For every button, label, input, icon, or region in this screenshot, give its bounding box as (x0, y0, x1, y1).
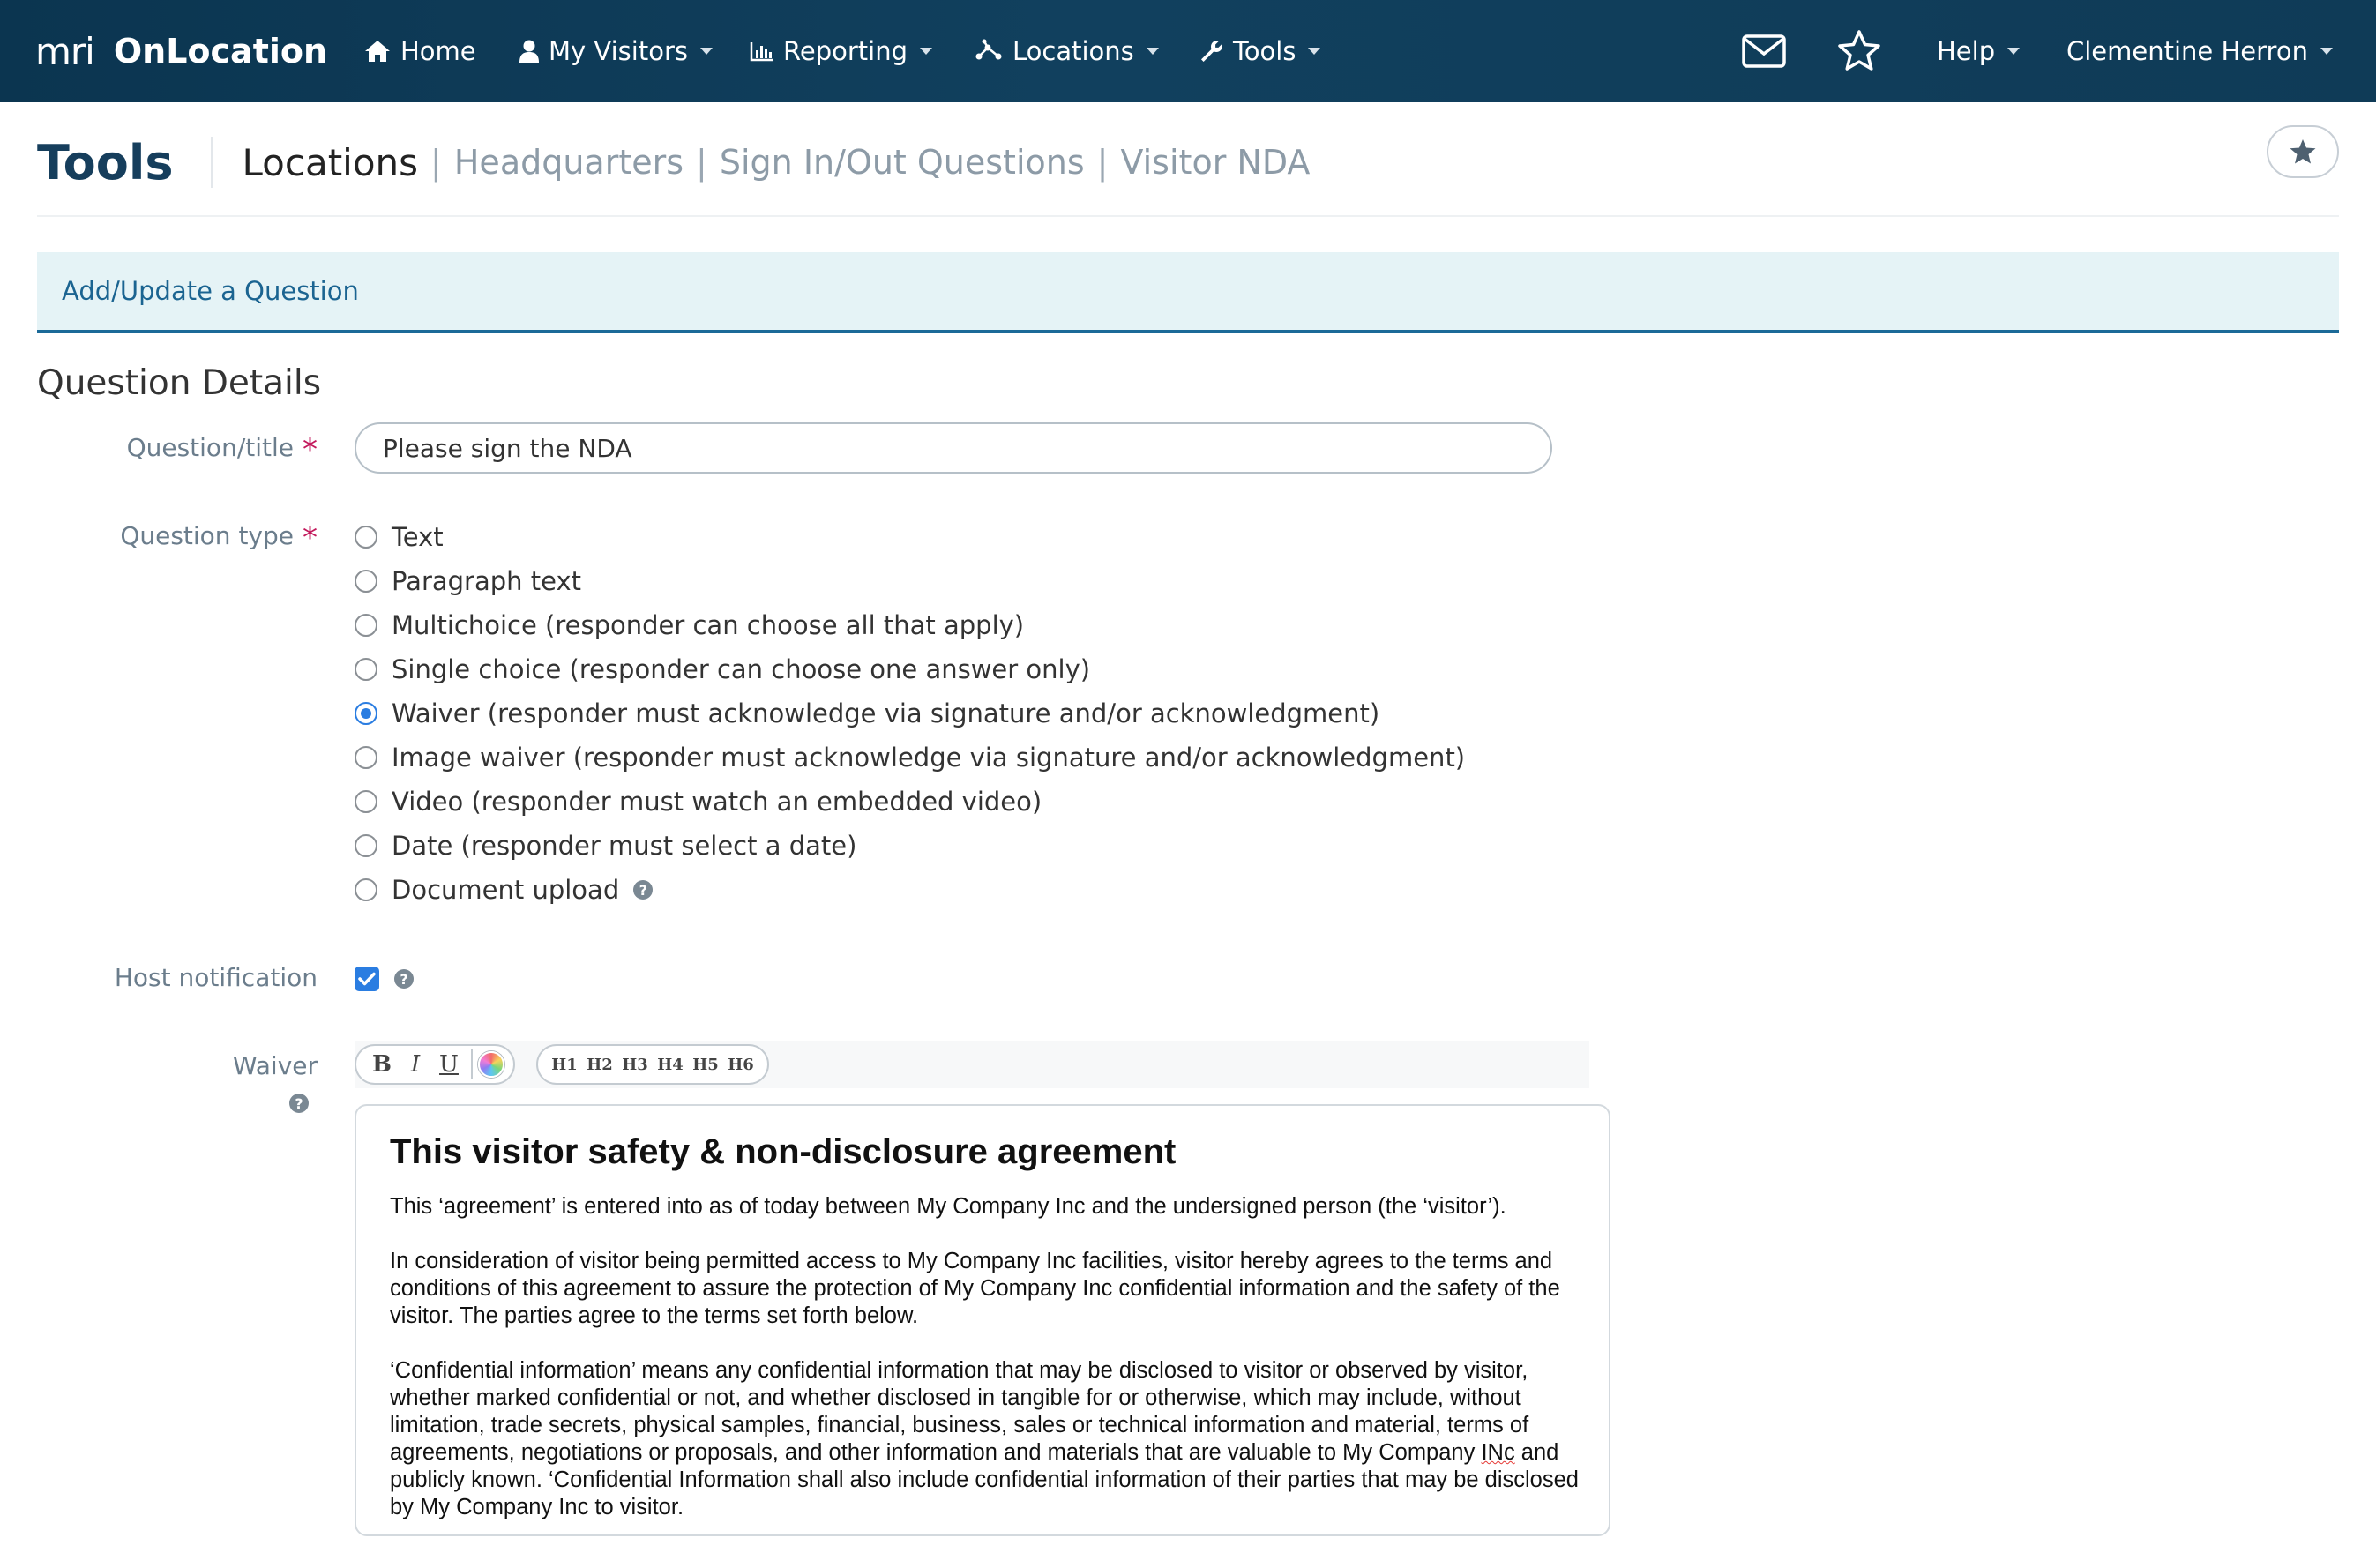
chevron-down-icon (2320, 48, 2333, 55)
radio-button[interactable] (355, 570, 377, 593)
user-menu[interactable] (2066, 30, 2333, 72)
panel-header (37, 252, 2339, 333)
checkmark-icon (358, 972, 376, 986)
chevron-down-icon (700, 48, 713, 55)
radio-button[interactable] (355, 790, 377, 813)
h1-button[interactable]: H1 (551, 1055, 578, 1074)
waiver-paragraph (390, 1357, 1591, 1521)
nav-home[interactable] (363, 30, 476, 72)
required-indicator: * (303, 520, 318, 556)
panel-title: Add/Update a Question (62, 276, 359, 306)
option-label: Text (392, 522, 444, 552)
h2-button[interactable]: H2 (587, 1055, 613, 1074)
waiver-label: Waiver (232, 1051, 318, 1080)
waiver-heading: This visitor safety & non-disclosure agreement (390, 1132, 1177, 1171)
chevron-down-icon (1308, 48, 1320, 55)
waiver-editor[interactable] (355, 1104, 1610, 1536)
nav-my-visitors[interactable] (519, 30, 713, 72)
star-icon (2289, 138, 2317, 165)
question-type-label (120, 517, 318, 556)
home-icon (363, 39, 392, 63)
radio-button[interactable] (355, 834, 377, 857)
italic-button[interactable]: I (410, 1051, 421, 1078)
envelope-icon (1742, 34, 1786, 68)
bar-chart-icon (750, 41, 774, 62)
radio-button[interactable] (355, 614, 377, 637)
waiver-text: ‘Confidential information’ means any confidential information that may be disclosed to visitor or observed by visitor, whether marked confidential or not, and whether disclosed in tangible for or otherwise, which may include, without limitation, trade secrets, physical samples, financial, business, sales or technical information and material, terms of agreements, negotiations or proposals, and other information and materials that are valuable to My Company (390, 1358, 1529, 1465)
h6-button[interactable]: H6 (728, 1055, 754, 1074)
favorites-button[interactable] (1836, 30, 1891, 72)
breadcrumb-separator: | (1096, 143, 1109, 182)
top-navbar (0, 0, 2376, 102)
nav-reporting-label: Reporting (783, 36, 908, 66)
editor-toolbar (355, 1041, 1589, 1088)
waiver-paragraph: In consideration of visitor being permitted access to My Company Inc facilities, visitor hereby agrees to the terms and conditions of this agreement to assure the protection of My Company Inc confidential information and the safety of the visitor. The parties agree to the terms set forth below. (390, 1249, 1560, 1328)
question-title-label (126, 429, 318, 467)
nav-tools-label: Tools (1233, 36, 1296, 66)
mri-logo: mri (35, 29, 94, 73)
radio-button[interactable] (355, 878, 377, 901)
option-label: Video (responder must watch an embedded video) (392, 787, 1042, 817)
question-type-option-paragraph[interactable] (355, 564, 581, 599)
question-type-label-text: Question type (120, 521, 294, 550)
user-icon (519, 39, 540, 63)
network-icon (974, 39, 1004, 63)
h4-button[interactable]: H4 (657, 1055, 684, 1074)
option-label: Date (responder must select a date) (392, 831, 857, 861)
brand-name: OnLocation (113, 32, 328, 71)
required-indicator: * (303, 432, 318, 467)
page-header (37, 131, 1310, 194)
help-icon[interactable]: ? (633, 880, 653, 900)
question-type-option-image-waiver[interactable] (355, 740, 1465, 775)
question-type-option-single-choice[interactable] (355, 652, 1090, 687)
nav-help-label: Help (1937, 36, 1996, 66)
toolbar-separator (471, 1049, 473, 1079)
messages-button[interactable] (1742, 30, 1795, 72)
nav-reporting[interactable] (750, 30, 932, 72)
breadcrumb-headquarters[interactable]: Headquarters (453, 143, 684, 182)
question-type-option-document-upload[interactable] (355, 872, 653, 907)
nav-locations-label: Locations (1012, 36, 1134, 66)
option-label: Single choice (responder can choose one answer only) (392, 654, 1091, 684)
breadcrumb-separator: | (430, 143, 442, 182)
breadcrumb-visitor-nda[interactable]: Visitor NDA (1120, 143, 1311, 182)
question-type-option-text[interactable] (355, 519, 444, 555)
section-title: Question Details (37, 363, 322, 403)
h5-button[interactable]: H5 (692, 1055, 719, 1074)
radio-button[interactable] (355, 658, 377, 681)
wrench-icon (1199, 39, 1224, 63)
nav-help[interactable] (1937, 30, 2020, 72)
question-type-option-multichoice[interactable] (355, 608, 1024, 643)
chevron-down-icon (2007, 48, 2020, 55)
host-notification-label: Host notification (114, 963, 318, 992)
nav-tools[interactable] (1199, 30, 1320, 72)
help-icon[interactable]: ? (394, 969, 414, 989)
option-label: Multichoice (responder can choose all that apply) (392, 610, 1025, 640)
radio-button-selected[interactable] (355, 702, 377, 725)
option-label: Paragraph text (392, 566, 581, 596)
bold-button[interactable]: B (372, 1051, 392, 1078)
option-label: Document upload (392, 875, 620, 905)
waiver-paragraph: This ‘agreement’ is entered into as of today between My Company Inc and the undersigned person (the ‘visitor’). (390, 1194, 1506, 1219)
nav-home-label: Home (400, 36, 476, 66)
question-title-input[interactable] (355, 422, 1552, 474)
page-title: Tools (37, 134, 174, 190)
radio-button[interactable] (355, 746, 377, 769)
breadcrumb-separator: | (696, 143, 707, 182)
host-notification-checkbox[interactable] (355, 967, 379, 991)
option-label: Image waiver (responder must acknowledge via signature and/or acknowledgment) (392, 743, 1466, 773)
h3-button[interactable]: H3 (622, 1055, 648, 1074)
underline-button[interactable]: U (439, 1051, 459, 1078)
add-favorite-button[interactable] (2267, 125, 2339, 178)
waiver-text: and publicly known. ‘Confidential Information shall also include confidential information of their parties that may be disclosed by My Company Inc to visitor. (390, 1440, 1579, 1519)
brand[interactable] (35, 26, 327, 76)
question-type-option-date[interactable] (355, 828, 856, 863)
misspelled-word: INc (1481, 1440, 1515, 1465)
color-picker-icon[interactable] (478, 1051, 504, 1078)
option-label: Waiver (responder must acknowledge via signature and/or acknowledgment) (392, 698, 1380, 728)
user-name: Clementine Herron (2066, 36, 2308, 66)
chevron-down-icon (1147, 48, 1159, 55)
nav-locations[interactable] (974, 30, 1159, 72)
heading-button-group (536, 1044, 769, 1085)
header-divider-line (37, 215, 2339, 217)
question-type-option-video[interactable] (355, 784, 1042, 819)
radio-button[interactable] (355, 526, 377, 549)
breadcrumb-locations: Locations (242, 140, 419, 184)
star-outline-icon (1836, 29, 1882, 73)
breadcrumb-sign-in-out-questions[interactable]: Sign In/Out Questions (719, 143, 1085, 182)
chevron-down-icon (920, 48, 932, 55)
format-button-group (355, 1044, 515, 1085)
header-divider (211, 137, 213, 188)
question-type-option-waiver[interactable] (355, 696, 1379, 731)
nav-my-visitors-label: My Visitors (549, 36, 688, 66)
question-title-label-text: Question/title (126, 433, 294, 462)
help-icon[interactable]: ? (289, 1094, 309, 1113)
